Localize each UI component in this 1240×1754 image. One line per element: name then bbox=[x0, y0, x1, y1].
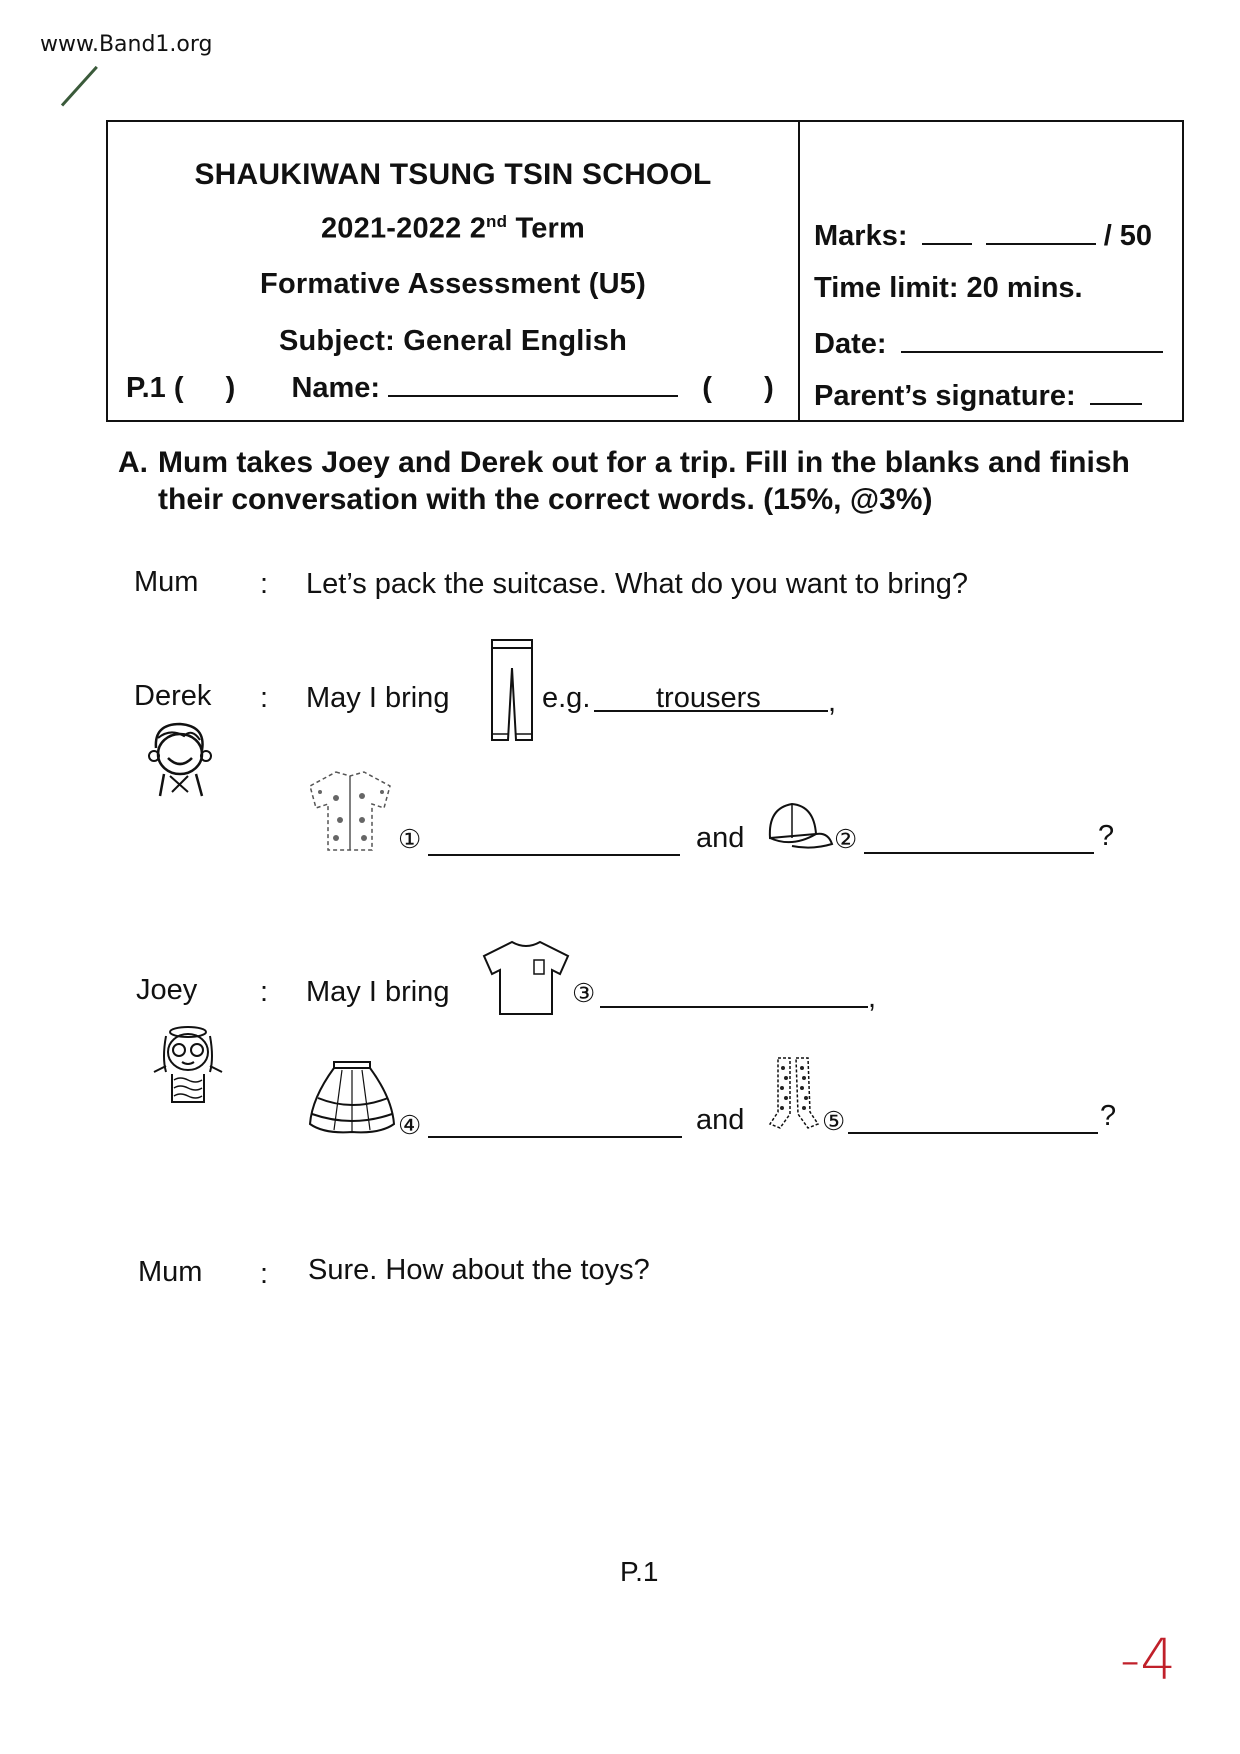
girl-avatar-icon bbox=[146, 1018, 230, 1104]
trousers-icon bbox=[488, 638, 536, 744]
student-info-row bbox=[126, 372, 796, 405]
marks-total: / 50 bbox=[1103, 220, 1153, 252]
speech-derek: May I bring bbox=[306, 682, 450, 714]
question-number-1: ① bbox=[398, 824, 422, 854]
patterned-shirt-icon bbox=[306, 768, 396, 854]
cap-icon bbox=[762, 798, 836, 854]
class-no-close: ) bbox=[764, 372, 774, 404]
header-box bbox=[106, 120, 1184, 422]
marks-field-a[interactable] bbox=[922, 243, 972, 245]
colon: : bbox=[260, 976, 269, 1008]
assessment-title: Formative Assessment (U5) bbox=[260, 268, 646, 300]
boy-avatar-icon bbox=[140, 718, 220, 800]
teacher-tick-mark bbox=[61, 66, 98, 107]
t-shirt-icon bbox=[482, 938, 572, 1018]
question-mark-1: ? bbox=[1098, 820, 1115, 852]
colon: : bbox=[260, 1258, 269, 1290]
and-text-2: and bbox=[696, 1104, 745, 1136]
instruction-line-2: their conversation with the correct words. (15%, @3%) bbox=[158, 483, 933, 516]
marks-field-b[interactable] bbox=[986, 243, 1096, 245]
answer-blank-5[interactable] bbox=[848, 1132, 1098, 1134]
marks-label: Marks: bbox=[814, 220, 908, 252]
class-close: ) bbox=[225, 372, 236, 404]
speech-mum-2: Sure. How about the toys? bbox=[308, 1254, 650, 1286]
answer-blank-2[interactable] bbox=[864, 852, 1094, 854]
term-sup: nd bbox=[486, 212, 508, 231]
instruction-line-1: Mum takes Joey and Derek out for a trip. Fill in the blanks and finish bbox=[158, 446, 1130, 479]
question-number-3: ③ bbox=[572, 978, 596, 1008]
speaker-derek: Derek bbox=[134, 680, 212, 712]
date-label: Date: bbox=[814, 328, 887, 360]
answer-blank-4[interactable] bbox=[428, 1136, 682, 1138]
question-mark-2: ? bbox=[1100, 1100, 1117, 1132]
colon: : bbox=[260, 682, 269, 714]
term-word: Term bbox=[507, 212, 586, 245]
page-number: P.1 bbox=[620, 1556, 659, 1587]
header-right-panel bbox=[800, 122, 1182, 420]
time-limit: Time limit: 20 mins. bbox=[814, 272, 1083, 304]
parent-signature-row bbox=[814, 380, 1142, 413]
speaker-mum-1: Mum bbox=[134, 566, 199, 598]
header-left-panel bbox=[108, 122, 800, 420]
question-number-4: ④ bbox=[398, 1110, 422, 1140]
example-prefix: e.g. bbox=[542, 682, 591, 714]
skirt-icon bbox=[304, 1058, 400, 1136]
date-row bbox=[814, 328, 1163, 361]
term-line bbox=[108, 212, 798, 246]
answer-blank-3[interactable] bbox=[600, 1006, 868, 1008]
comma: , bbox=[868, 982, 877, 1014]
and-text-1: and bbox=[696, 822, 745, 854]
date-field[interactable] bbox=[901, 351, 1163, 353]
watermark-text: www.Band1.org bbox=[40, 32, 213, 57]
speech-joey: May I bring bbox=[306, 976, 450, 1008]
speaker-mum-2: Mum bbox=[138, 1256, 203, 1288]
name-field[interactable] bbox=[388, 395, 678, 397]
section-letter: A. bbox=[118, 446, 148, 479]
teacher-score-mark: -4 bbox=[1120, 1628, 1176, 1693]
section-a-instruction bbox=[118, 444, 1178, 518]
parent-signature-field[interactable] bbox=[1090, 403, 1142, 405]
colon: : bbox=[260, 568, 269, 600]
marks-row bbox=[814, 220, 1152, 253]
comma: , bbox=[828, 686, 837, 718]
name-label: Name: bbox=[291, 372, 381, 404]
question-number-2: ② bbox=[834, 824, 858, 854]
answer-blank-1[interactable] bbox=[428, 854, 680, 856]
school-name: SHAUKIWAN TSUNG TSIN SCHOOL bbox=[194, 158, 712, 191]
socks-icon bbox=[766, 1056, 822, 1130]
example-answer: trousers bbox=[656, 682, 761, 714]
parent-signature-label: Parent’s signature: bbox=[814, 380, 1076, 412]
class-no-open: ( bbox=[702, 372, 712, 404]
class-label: P.1 ( bbox=[126, 372, 184, 404]
subject-line: Subject: General English bbox=[278, 325, 628, 357]
speech-mum-1: Let’s pack the suitcase. What do you want to bring? bbox=[306, 568, 969, 600]
term-year: 2021-2022 2 bbox=[320, 212, 487, 245]
question-number-5: ⑤ bbox=[822, 1106, 846, 1136]
speaker-joey: Joey bbox=[136, 974, 198, 1006]
